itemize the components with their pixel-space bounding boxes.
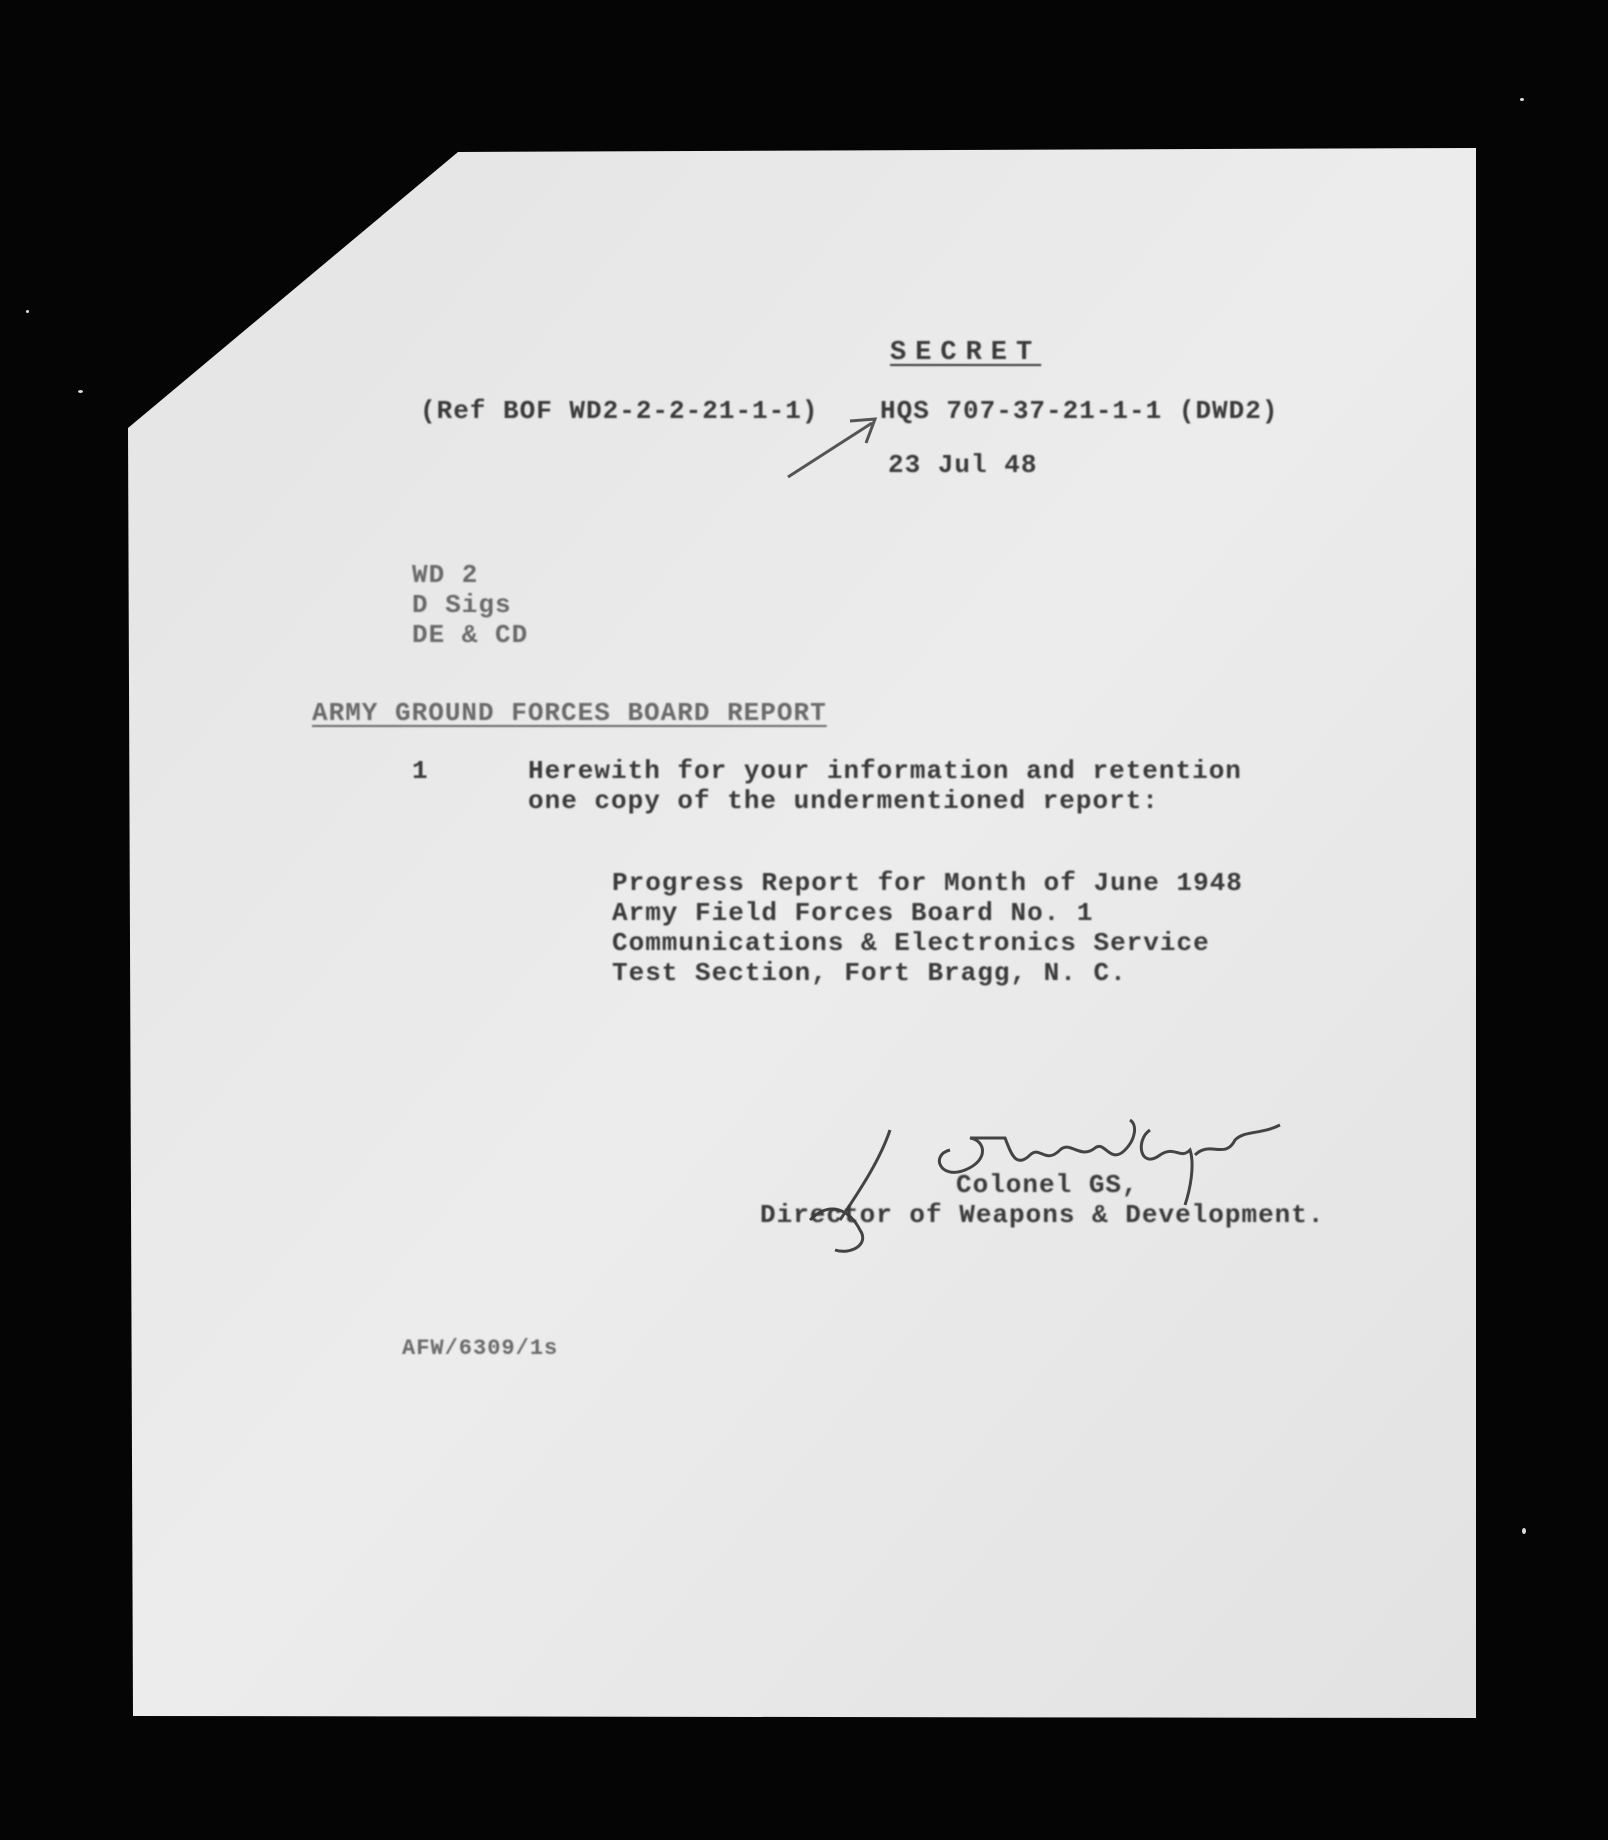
document-date: 23 Jul 48 (888, 450, 1038, 480)
dust-speck (1522, 1528, 1526, 1534)
file-number: HQS 707-37-21-1-1 (DWD2) (880, 396, 1279, 426)
dust-speck (78, 390, 83, 393)
handwritten-arrow-icon (780, 405, 900, 485)
report-title-line-4: Test Section, Fort Bragg, N. C. (612, 958, 1127, 988)
dust-speck (1520, 98, 1524, 101)
addressee-3: DE & CD (412, 620, 529, 650)
addressee-1: WD 2 (412, 560, 479, 590)
file-reference: AFW/6309/1s (402, 1336, 559, 1361)
dust-speck (26, 310, 29, 313)
report-title-line-2: Army Field Forces Board No. 1 (612, 898, 1094, 928)
subject-heading: ARMY GROUND FORCES BOARD REPORT (312, 698, 827, 728)
report-title-line-3: Communications & Electronics Service (612, 928, 1210, 958)
signatory-rank: Colonel GS, (956, 1170, 1139, 1200)
classification-marking: SECRET (890, 338, 1042, 368)
reference-line: (Ref BOF WD2-2-2-21-1-1) (420, 396, 819, 426)
report-title-line-1: Progress Report for Month of June 1948 (612, 868, 1243, 898)
paragraph-line-1: Herewith for your information and retention (528, 756, 1242, 786)
signatory-title: Director of Weapons & Development. (760, 1200, 1325, 1230)
paragraph-number: 1 (412, 756, 429, 786)
paragraph-line-2: one copy of the undermentioned report: (528, 786, 1159, 816)
addressee-2: D Sigs (412, 590, 512, 620)
